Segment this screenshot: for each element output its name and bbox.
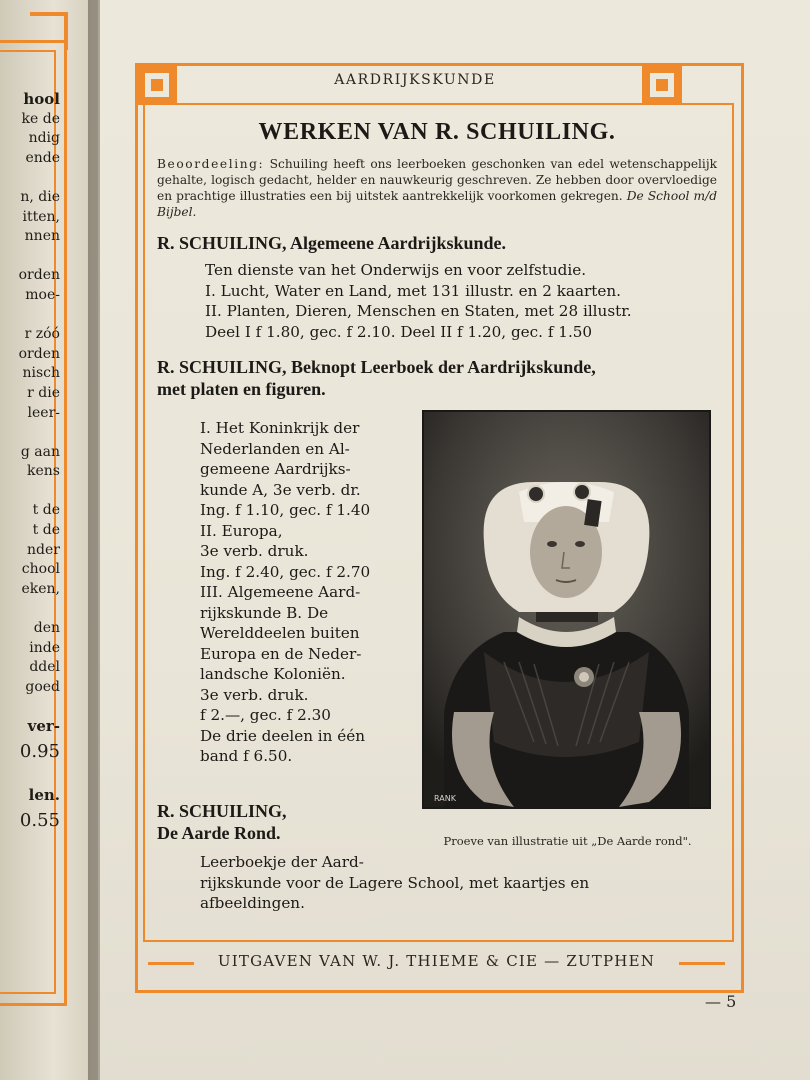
body-line: 3e verb. druk. xyxy=(200,685,309,704)
body-line: Leerboekje der Aard- xyxy=(200,853,364,871)
left-page-text xyxy=(0,90,60,836)
body-line: Werelddeelen buiten xyxy=(200,624,360,642)
left-page-line: ende xyxy=(25,149,60,166)
left-page-line xyxy=(0,247,60,267)
corner-ornament-left xyxy=(137,65,177,105)
body-line: III. Algemeene Aard- xyxy=(200,583,361,601)
body-line: landsche Koloniën. xyxy=(200,665,346,683)
left-page-line: t de xyxy=(32,522,60,539)
photo-caption: Proeve van illustratie uit „De Aarde rond". xyxy=(443,834,692,848)
body-line: afbeeldingen. xyxy=(200,894,305,912)
footer-band xyxy=(143,943,730,981)
body-line: rijkskunde voor de Lagere School, met kaartjes en xyxy=(200,873,590,892)
left-page-line: orden xyxy=(18,345,60,362)
running-head: AARDRIJKSKUNDE xyxy=(334,72,496,88)
review-source: De School m/d Bijbel. xyxy=(157,189,718,219)
portrait-photograph xyxy=(422,410,711,809)
section-aarde-heading-line: De Aarde Rond. xyxy=(157,823,281,843)
left-page-line: inde xyxy=(29,639,60,656)
publisher-footer: UITGAVEN VAN W. J. THIEME & CIE — ZUTPHEN xyxy=(217,952,656,970)
section-aarde-body xyxy=(200,852,590,914)
left-page-line xyxy=(0,697,60,717)
body-line: De drie deelen in één xyxy=(200,726,366,745)
section-beknopt-heading-line: met platen en figuren. xyxy=(157,379,326,399)
body-line: f 2.—, gec. f 2.30 xyxy=(200,706,331,724)
left-page-line: itten, xyxy=(22,208,60,225)
body-line: II. Europa, xyxy=(200,521,283,540)
body-line: II. Planten, Dieren, Menschen en Staten, met 28 illustr. xyxy=(205,302,632,320)
left-page-line: leer- xyxy=(27,404,60,421)
left-page-line xyxy=(0,599,60,619)
body-line: I. Lucht, Water en Land, met 131 illustr. en 2 kaarten. xyxy=(205,281,621,300)
left-page-line: ddel xyxy=(29,659,60,676)
section-algemeene-body xyxy=(157,260,717,342)
left-page-line: nnen xyxy=(24,228,60,245)
left-page-line: hool xyxy=(23,90,60,108)
section-beknopt-heading-line: R. SCHUILING, Beknopt Leerboek der Aardrijkskunde, xyxy=(157,357,596,377)
left-page-line: len. xyxy=(28,786,60,805)
page-number: — 5 xyxy=(705,992,737,1011)
body-line: gemeene Aardrijks- xyxy=(200,460,351,478)
left-page-line: r zóó xyxy=(24,326,60,343)
page-content xyxy=(157,115,717,400)
review-text: Schuiling heeft ons leerboeken geschonken van edel wetenschappelijk gehalte, logisch gedacht, helder en nauwkeurig geschreven. Ze hebben door overvloedige en prachtige illustraties een bij uitstek aantrekkelijk voorkomen gekregen. xyxy=(157,157,717,203)
body-line: 3e verb. druk. xyxy=(200,542,309,560)
section-beknopt-heading xyxy=(157,356,717,400)
left-page-line: 0.95 xyxy=(19,740,60,762)
left-page-line: ndig xyxy=(28,130,60,147)
left-page-line xyxy=(0,423,60,443)
review-label: Beoordeeling: xyxy=(157,157,265,171)
left-page-line xyxy=(0,482,60,502)
section-algemeene-title: Algemeene Aardrijkskunde. xyxy=(286,233,507,253)
previous-page xyxy=(0,0,98,1080)
body-line: Ing. f 2.40, gec. f 2.70 xyxy=(200,562,371,581)
section-algemeene-heading xyxy=(157,232,717,254)
footer-rule-left xyxy=(148,962,194,965)
left-page-line: ke de xyxy=(21,110,60,127)
left-page-line xyxy=(0,306,60,326)
left-page-line: goed xyxy=(25,678,60,695)
left-page-line: den xyxy=(33,620,60,637)
section-aarde-heading-line: R. SCHUILING, xyxy=(157,801,287,821)
body-line: band f 6.50. xyxy=(200,747,293,765)
left-page-line: chool xyxy=(21,561,60,578)
left-page-line: moe- xyxy=(25,286,60,303)
photo-signature: RANK xyxy=(434,794,456,803)
body-line: Deel I f 1.80, gec. f 2.10. Deel II f 1.20, gec. f 1.50 xyxy=(205,322,593,341)
page-title: WERKEN VAN R. SCHUILING. xyxy=(258,119,616,145)
review-paragraph xyxy=(157,156,717,220)
left-page-line: kens xyxy=(27,463,60,480)
section-algemeene-author: R. SCHUILING, xyxy=(157,233,287,253)
left-page-line: n, die xyxy=(20,188,60,205)
body-line: Nederlanden en Al- xyxy=(200,439,350,458)
left-page-line: r die xyxy=(27,384,60,401)
left-page-line: orden xyxy=(18,267,60,284)
body-line: Ing. f 1.10, gec. f 1.40 xyxy=(200,501,371,519)
left-page-line xyxy=(0,168,60,188)
book-page xyxy=(100,0,810,1080)
left-page-line xyxy=(0,767,60,787)
left-page-line: g aan xyxy=(20,443,60,460)
body-line: I. Het Koninkrijk der xyxy=(200,419,360,437)
body-line: Ten dienste van het Onderwijs en voor zelfstudie. xyxy=(205,261,587,279)
left-page-line: eken, xyxy=(21,580,60,597)
body-line: kunde A, 3e verb. dr. xyxy=(200,480,361,499)
footer-rule-right xyxy=(679,962,725,965)
left-page-line: nisch xyxy=(22,365,60,382)
left-page-line: nder xyxy=(27,541,60,558)
left-page-line: t de xyxy=(32,502,60,519)
left-page-line: ver- xyxy=(27,717,60,735)
body-line: Europa en de Neder- xyxy=(200,644,362,663)
body-line: rijkskunde B. De xyxy=(200,603,329,622)
left-page-line: 0.55 xyxy=(19,809,60,831)
portrait-illustration xyxy=(424,412,709,807)
